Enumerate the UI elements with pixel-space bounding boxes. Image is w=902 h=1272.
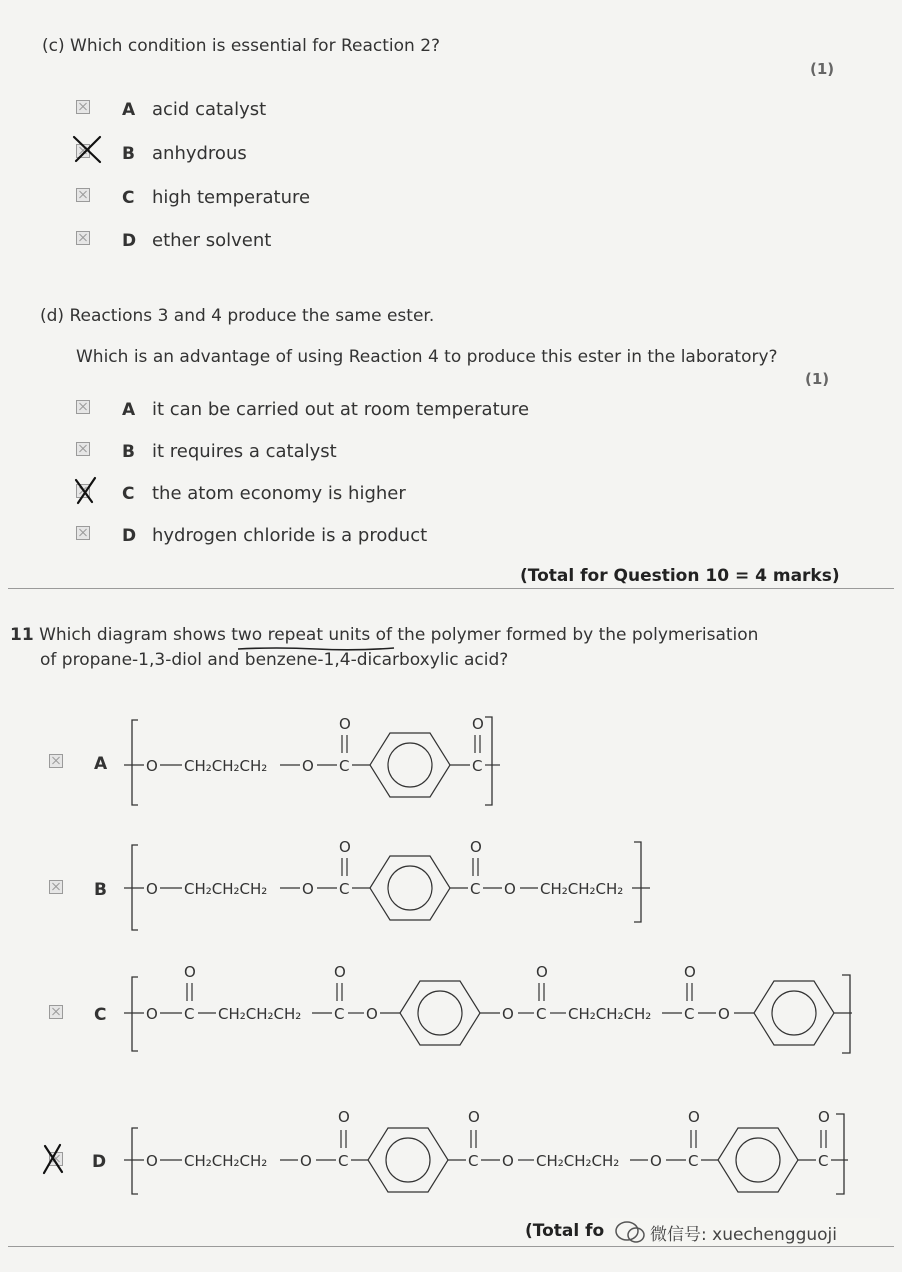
c-o2: O bbox=[184, 963, 196, 981]
c-o1: O bbox=[146, 1005, 158, 1023]
b-chain2: CH₂CH₂CH₂ bbox=[540, 880, 624, 898]
b-o2: O bbox=[302, 880, 314, 898]
q10-divider bbox=[8, 588, 894, 589]
q11-option-b-letter: B bbox=[94, 880, 107, 900]
q11-total: (Total fo bbox=[525, 1221, 605, 1241]
q10d-option-d-checkbox[interactable] bbox=[76, 526, 90, 540]
wechat-icon bbox=[614, 1220, 646, 1244]
q10c-option-a-letter: A bbox=[122, 100, 136, 120]
q10c-option-a-text: acid catalyst bbox=[152, 99, 267, 120]
c-o6: O bbox=[536, 963, 548, 981]
d-chain2: CH₂CH₂CH₂ bbox=[536, 1152, 620, 1170]
q11-option-a-checkbox[interactable] bbox=[49, 754, 63, 768]
watermark-footer-text: 微信号: xuechengguoji bbox=[650, 1225, 837, 1245]
q10d-option-a-text: it can be carried out at room temperature bbox=[152, 399, 530, 420]
d-o6: O bbox=[650, 1152, 662, 1170]
d-o1: O bbox=[146, 1152, 158, 1170]
q10d-option-b-checkbox[interactable] bbox=[76, 442, 90, 456]
q11-option-b-checkbox[interactable] bbox=[49, 880, 63, 894]
q11-number: 11 bbox=[10, 625, 34, 645]
b-o5: O bbox=[504, 880, 516, 898]
q11-structure-c bbox=[120, 955, 860, 1065]
a-chain: CH₂CH₂CH₂ bbox=[184, 757, 268, 775]
q11-option-d-letter: D bbox=[92, 1152, 107, 1172]
q10d-option-a-letter: A bbox=[122, 400, 136, 420]
d-o4: O bbox=[468, 1108, 480, 1126]
a-o4: O bbox=[472, 715, 484, 733]
b-o4: O bbox=[470, 838, 482, 856]
q10c-option-c-letter: C bbox=[122, 188, 135, 208]
q10c-option-c-checkbox[interactable] bbox=[76, 188, 90, 202]
q10d-label: (d) bbox=[40, 306, 65, 326]
q11-structure-d bbox=[120, 1100, 860, 1200]
c-c4: C bbox=[684, 1005, 695, 1023]
q10-total: (Total for Question 10 = 4 marks) bbox=[520, 566, 840, 586]
a-c2: C bbox=[472, 757, 483, 775]
q11-option-c-checkbox[interactable] bbox=[49, 1005, 63, 1019]
d-o8: O bbox=[818, 1108, 830, 1126]
q10c-label: (c) bbox=[42, 36, 65, 56]
q10c-option-d-text: ether solvent bbox=[152, 230, 272, 251]
q10d-option-b-text: it requires a catalyst bbox=[152, 441, 337, 462]
d-c3: C bbox=[688, 1152, 699, 1170]
q10d-text1: Reactions 3 and 4 produce the same ester. bbox=[69, 306, 435, 326]
b-c2: C bbox=[470, 880, 481, 898]
q10d-option-c-letter: C bbox=[122, 484, 135, 504]
q11-option-c-letter: C bbox=[94, 1005, 107, 1025]
c-c1: C bbox=[184, 1005, 195, 1023]
q10c-marks: (1) bbox=[810, 60, 835, 78]
d-c2: C bbox=[468, 1152, 479, 1170]
q11-line1: Which diagram shows two repeat units of the polymer formed by the polymerisation bbox=[39, 625, 759, 645]
q10d-option-c-text: the atom economy is higher bbox=[152, 483, 406, 504]
q10c-question bbox=[42, 36, 440, 56]
q10d-option-c-cross-mark bbox=[70, 474, 100, 506]
d-chain1: CH₂CH₂CH₂ bbox=[184, 1152, 268, 1170]
d-o2: O bbox=[300, 1152, 312, 1170]
q11-option-a-letter: A bbox=[94, 754, 108, 774]
c-o7: O bbox=[684, 963, 696, 981]
page-bottom-rule bbox=[8, 1246, 894, 1247]
q10d-option-d-text: hydrogen chloride is a product bbox=[152, 525, 428, 546]
q10c-option-b-cross-mark bbox=[70, 134, 104, 164]
q10c-option-d-letter: D bbox=[122, 231, 137, 251]
b-o1: O bbox=[146, 880, 158, 898]
q10d-text2: Which is an advantage of using Reaction 4 to produce this ester in the laboratory? bbox=[76, 347, 778, 367]
c-c3: C bbox=[536, 1005, 547, 1023]
b-o3: O bbox=[339, 838, 351, 856]
q10c-option-a-checkbox[interactable] bbox=[76, 100, 90, 114]
q10c-option-c-text: high temperature bbox=[152, 187, 311, 208]
d-c1: C bbox=[338, 1152, 349, 1170]
b-c1: C bbox=[339, 880, 350, 898]
d-o3: O bbox=[338, 1108, 350, 1126]
q11-option-d-cross-mark bbox=[40, 1142, 68, 1176]
c-chain1: CH₂CH₂CH₂ bbox=[218, 1005, 302, 1023]
q10d-option-d-letter: D bbox=[122, 526, 137, 546]
b-chain1: CH₂CH₂CH₂ bbox=[184, 880, 268, 898]
q11-structure-a bbox=[120, 705, 520, 815]
q10d-question-line1 bbox=[40, 306, 434, 326]
q11-structure-b bbox=[120, 830, 660, 940]
c-o5: O bbox=[502, 1005, 514, 1023]
q10d-option-a-checkbox[interactable] bbox=[76, 400, 90, 414]
c-o8: O bbox=[718, 1005, 730, 1023]
q10c-option-d-checkbox[interactable] bbox=[76, 231, 90, 245]
c-o3: O bbox=[334, 963, 346, 981]
q10c-text: Which condition is essential for Reaction 2? bbox=[70, 36, 441, 56]
d-o7: O bbox=[688, 1108, 700, 1126]
a-o1: O bbox=[146, 757, 158, 775]
c-chain2: CH₂CH₂CH₂ bbox=[568, 1005, 652, 1023]
d-o5: O bbox=[502, 1152, 514, 1170]
d-c4: C bbox=[818, 1152, 829, 1170]
q10d-marks: (1) bbox=[805, 370, 830, 388]
a-o3: O bbox=[339, 715, 351, 733]
q10d-option-b-letter: B bbox=[122, 442, 135, 462]
q11-line2: of propane-1,3-diol and benzene-1,4-dicarboxylic acid? bbox=[40, 650, 509, 670]
c-c2: C bbox=[334, 1005, 345, 1023]
q10c-option-b-letter: B bbox=[122, 144, 135, 164]
c-o4: O bbox=[366, 1005, 378, 1023]
a-o2: O bbox=[302, 757, 314, 775]
a-c1: C bbox=[339, 757, 350, 775]
q10c-option-b-text: anhydrous bbox=[152, 143, 247, 164]
q11-question-line1 bbox=[10, 625, 758, 645]
